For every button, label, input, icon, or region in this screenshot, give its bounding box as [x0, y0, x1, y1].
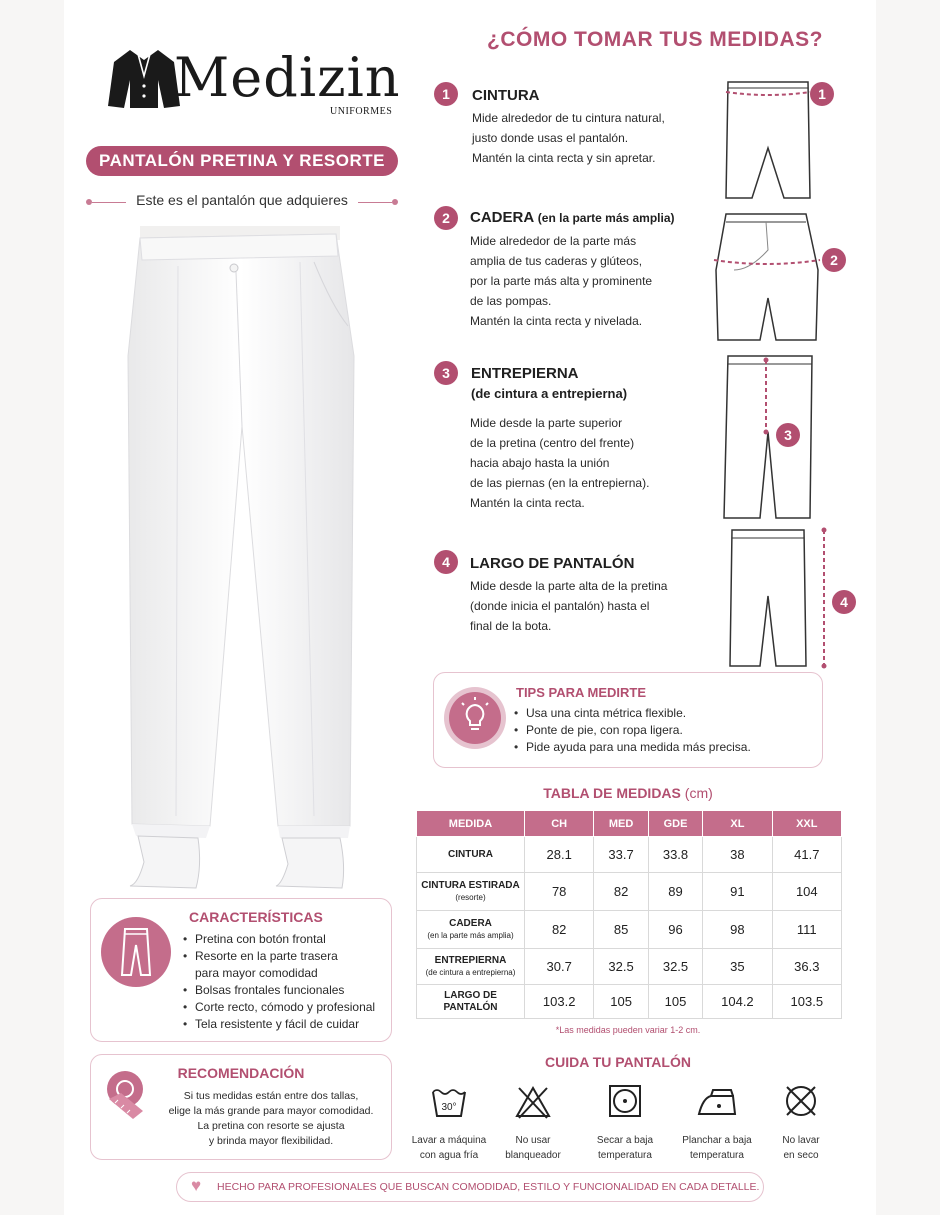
table-cell: 78: [525, 873, 594, 911]
table-row: [417, 985, 842, 1019]
table-cell: 98: [703, 911, 772, 949]
recommendation-line: elige la más grande para mayor comodidad.: [168, 1105, 374, 1117]
diagram-number-badge: 3: [776, 423, 800, 447]
care-label: temperatura: [598, 1150, 652, 1161]
care-label: No usar: [515, 1135, 551, 1146]
step-line: por la parte más alta y prominente: [470, 274, 653, 288]
step-line: Mide desde la parte alta de la pretina: [470, 579, 668, 593]
row-label-text: CINTURA ESTIRADA: [421, 879, 520, 891]
recommendation-line: y brinda mayor flexibilidad.: [208, 1135, 334, 1147]
list-item: • Corte recto, cómodo y profesional: [183, 999, 389, 1016]
table-row: [417, 873, 842, 911]
step-number-badge: 4: [434, 550, 458, 574]
features-list: [183, 931, 389, 1033]
list-item: • Ponte de pie, con ropa ligera.: [514, 722, 814, 739]
step-line: (donde inicia el pantalón) hasta el: [470, 599, 650, 613]
row-label-text: CADERA: [449, 917, 492, 929]
pants-outline-icon: [101, 917, 171, 987]
care-label: en seco: [783, 1150, 819, 1161]
table-cell: 96: [648, 911, 702, 949]
list-item: • Bolsas frontales funcionales: [183, 982, 389, 999]
list-item: • Usa una cinta métrica flexible.: [514, 705, 814, 722]
care-label: con agua fría: [419, 1150, 479, 1161]
step-line: de la pretina (centro del frente): [470, 436, 635, 450]
table-cell: 103.5: [772, 985, 841, 1019]
table-cell: 30.7: [525, 949, 594, 985]
brand-tagline: UNIFORMES: [330, 106, 393, 117]
size-table: [416, 810, 842, 1019]
step-line: final de la bota.: [470, 619, 552, 633]
step-number-badge: 3: [434, 361, 458, 385]
step-title: [470, 209, 675, 226]
recommendation-text: [153, 1089, 389, 1149]
footer-text: HECHO PARA PROFESIONALES QUE BUSCAN COMODIDAD, ESTILO Y FUNCIONALIDAD EN CADA DETALLE.: [217, 1181, 760, 1193]
product-caption-row: [86, 192, 398, 212]
care-item-wash: [404, 1084, 494, 1163]
inseam-diagram: [720, 352, 820, 522]
step-title: ENTREPIERNA: [471, 365, 579, 382]
step-line: Mantén la cinta recta y nivelada.: [470, 314, 643, 328]
diagram-number-badge: 1: [810, 82, 834, 106]
step-line: hacia abajo hasta la unión: [470, 456, 610, 470]
size-table-title-row: [416, 785, 840, 801]
wash-temperature: 30°: [441, 1102, 457, 1113]
diagram-number-badge: 2: [822, 248, 846, 272]
table-cell: 33.7: [594, 837, 648, 873]
step-title: CINTURA: [472, 87, 540, 104]
care-label: Secar a baja: [596, 1135, 654, 1146]
iron-low-icon: [695, 1084, 739, 1120]
table-cell: 38: [703, 837, 772, 873]
recommendation-line: Si tus medidas están entre dos tallas,: [183, 1090, 359, 1102]
column-header: XXL: [772, 811, 841, 837]
care-label: Planchar a baja: [682, 1135, 752, 1146]
table-cell: 104: [772, 873, 841, 911]
table-cell: 85: [594, 911, 648, 949]
diagram-number-badge: 4: [832, 590, 856, 614]
step-number-badge: 1: [434, 82, 458, 106]
divider-line: [358, 202, 392, 203]
table-header-row: [417, 811, 842, 837]
recommendation-card: [90, 1054, 392, 1160]
divider-dot: [392, 199, 398, 205]
brand-logo: [108, 40, 408, 120]
row-label-sub: (en la parte más amplia): [427, 930, 514, 940]
features-title: CARACTERÍSTICAS: [189, 909, 323, 925]
step-subtitle: (en la parte más amplia): [537, 211, 675, 225]
table-cell: 89: [648, 873, 702, 911]
row-label: [417, 837, 525, 873]
step-line: amplia de tus caderas y glúteos,: [470, 254, 643, 268]
table-row: [417, 911, 842, 949]
step-description: [472, 108, 712, 168]
table-cell: 32.5: [648, 949, 702, 985]
table-cell: 111: [772, 911, 841, 949]
row-label: [417, 873, 525, 911]
list-item: • Pretina con botón frontal: [183, 931, 389, 948]
step-subtitle: (de cintura a entrepierna): [471, 386, 628, 401]
step-line: Mantén la cinta recta y sin apretar.: [472, 151, 656, 165]
column-header: CH: [525, 811, 594, 837]
size-table-note: *Las medidas pueden variar 1-2 cm.: [555, 1025, 701, 1035]
care-title: CUIDA TU PANTALÓN: [545, 1054, 691, 1070]
column-header: MEDIDA: [417, 811, 525, 837]
table-cell: 28.1: [525, 837, 594, 873]
step-line: Mide desde la parte superior: [470, 416, 623, 430]
step-description: [470, 231, 710, 331]
table-cell: 35: [703, 949, 772, 985]
tumble-dry-low-icon: [605, 1084, 645, 1120]
step-description: [470, 413, 710, 513]
row-label-sub: (de cintura a entrepierna): [425, 967, 516, 977]
care-label: blanqueador: [505, 1150, 561, 1161]
care-label: No lavar: [782, 1135, 820, 1146]
size-table-title: TABLA DE MEDIDAS: [543, 785, 681, 801]
step-line: Mide alrededor de la parte más: [470, 234, 637, 248]
care-label: temperatura: [690, 1150, 744, 1161]
table-row: [417, 949, 842, 985]
row-label-text: LARGO DE PANTALÓN: [443, 989, 498, 1013]
length-diagram: [720, 526, 840, 672]
list-item: • Tela resistente y fácil de cuidar: [183, 1016, 389, 1033]
column-header: MED: [594, 811, 648, 837]
step-line: Mide alrededor de tu cintura natural,: [472, 111, 665, 125]
hip-diagram: [710, 210, 830, 344]
table-cell: 32.5: [594, 949, 648, 985]
measure-title: ¿CÓMO TOMAR TUS MEDIDAS?: [487, 28, 823, 51]
care-item-dry: [580, 1084, 670, 1163]
tips-list: [514, 705, 814, 756]
table-cell: 41.7: [772, 837, 841, 873]
table-cell: 82: [594, 873, 648, 911]
table-cell: 36.3: [772, 949, 841, 985]
no-bleach-icon: [513, 1084, 553, 1120]
list-item-continued: para mayor comodidad: [195, 966, 318, 980]
table-cell: 103.2: [525, 985, 594, 1019]
step-number-badge: 2: [434, 206, 458, 230]
list-item: • Resorte en la parte trasera: [183, 948, 389, 965]
lightbulb-icon: [444, 687, 506, 749]
table-cell: 105: [648, 985, 702, 1019]
tips-card: [433, 672, 823, 768]
recommendation-title: RECOMENDACIÓN: [177, 1065, 305, 1081]
pants-product-image: [118, 226, 368, 892]
step-title-text: CADERA: [470, 209, 534, 226]
brand-name: Medizin: [174, 46, 401, 109]
step-line: Mantén la cinta recta.: [470, 496, 585, 510]
table-cell: 91: [703, 873, 772, 911]
footer-banner: [176, 1172, 764, 1202]
product-title: PANTALÓN PRETINA Y RESORTE: [86, 146, 398, 176]
divider-line: [92, 202, 126, 203]
table-row: [417, 837, 842, 873]
measuring-tape-icon: [103, 1067, 159, 1127]
column-header: XL: [703, 811, 772, 837]
row-label: [417, 949, 525, 985]
step-line: de las pompas.: [470, 294, 552, 308]
jacket-logo-icon: [108, 46, 180, 110]
care-label: Lavar a máquina: [411, 1135, 487, 1146]
table-cell: 105: [594, 985, 648, 1019]
table-cell: 33.8: [648, 837, 702, 873]
row-label: [417, 911, 525, 949]
care-item-dryclean: [756, 1084, 846, 1163]
heart-icon: ♥: [191, 1176, 202, 1195]
care-item-bleach: [488, 1084, 578, 1163]
no-dry-clean-icon: [781, 1084, 821, 1120]
row-label-text: CINTURA: [448, 848, 493, 860]
step-line: de las piernas (en la entrepierna).: [470, 476, 650, 490]
row-label: [417, 985, 525, 1019]
step-line: justo donde usas el pantalón.: [472, 131, 629, 145]
step-description: [470, 576, 710, 636]
list-item: • Pide ayuda para una medida más precisa.: [514, 739, 814, 756]
recommendation-line: La pretina con resorte se ajusta: [197, 1120, 345, 1132]
product-caption: Este es el pantalón que adquieres: [136, 192, 348, 208]
wash-30-icon: [429, 1084, 469, 1120]
care-item-iron: [672, 1084, 762, 1163]
size-table-unit: (cm): [684, 785, 713, 801]
row-label-text: ENTREPIERNA: [434, 954, 507, 966]
tips-title: TIPS PARA MEDIRTE: [516, 685, 647, 700]
list-item: [183, 965, 389, 982]
features-card: [90, 898, 392, 1042]
row-label-sub: (resorte): [455, 892, 486, 902]
column-header: GDE: [648, 811, 702, 837]
table-cell: 82: [525, 911, 594, 949]
table-cell: 104.2: [703, 985, 772, 1019]
step-title: LARGO DE PANTALÓN: [470, 555, 635, 572]
